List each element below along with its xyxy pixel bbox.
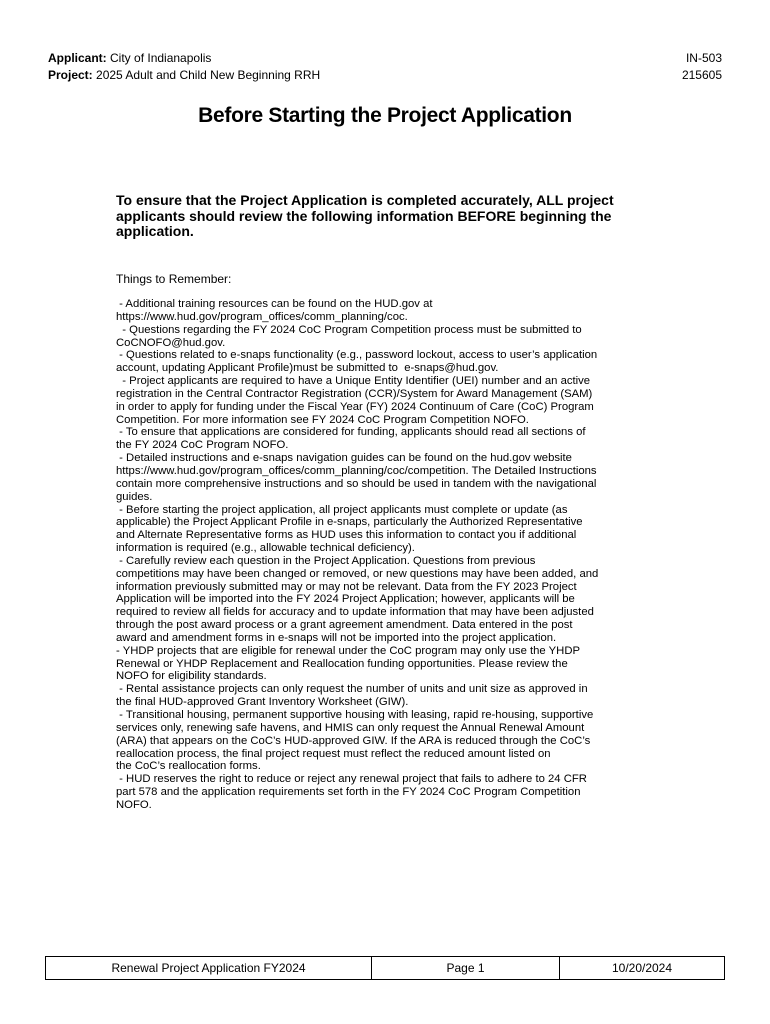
instruction-line: through the post award process or a grant agreement amendment. Data entered in the post (116, 619, 573, 632)
instruction-line: - Transitional housing, permanent supportive housing with leasing, rapid re-housing, supportive (116, 709, 594, 721)
applicant-label: Applicant: (48, 51, 107, 65)
instruction-line: Renewal or YHDP Replacement and Reallocation funding opportunities. Please review the (116, 657, 568, 670)
instruction-line: - To ensure that applications are considered for funding, applicants should read all sections of (116, 426, 586, 439)
footer-date: 10/20/2024 (611, 961, 673, 975)
instruction-line: information is required (e.g., allowable technical deficiency). (116, 542, 415, 555)
coc-code: IN-503 (685, 51, 722, 65)
instruction-line: and Alternate Representative forms as HUD uses this information to contact you if additional (116, 529, 577, 542)
instruction-line: applicable) the Project Applicant Profile in e-snaps, particularly the Authorized Representative (116, 516, 583, 529)
instruction-line: Application will be imported into the FY 2024 Project Application; however, applicants will be (116, 593, 575, 606)
instruction-line: the CoC’s reallocation forms. (116, 760, 261, 773)
things-heading: Things to Remember: (116, 272, 232, 286)
instruction-line: registration in the Central Contractor Registration (CCR)/System for Award Management (SAM) (116, 387, 593, 400)
instruction-line: guides. (116, 490, 153, 503)
instruction-line: NOFO for eligibility standards. (116, 670, 267, 683)
instruction-line: CoCNOFO@hud.gov. (116, 336, 226, 349)
instruction-line: the final HUD-approved Grant Inventory Worksheet (GIW). (116, 696, 409, 709)
instruction-line: - Rental assistance projects can only request the number of units and unit size as approved in (116, 683, 588, 696)
page-header (48, 50, 722, 84)
instruction-line: Competition. For more information see FY 2024 CoC Program Competition NOFO. (116, 413, 529, 426)
instruction-line: https://www.hud.gov/program_offices/comm_planning/coc/competition. The Detailed Instructions (116, 464, 597, 477)
header-row-project (48, 67, 722, 84)
instruction-line: services only, renewing safe havens, and HMIS can only request the Annual Renewal Amount (116, 721, 585, 734)
project-value: 2025 Adult and Child New Beginning RRH (96, 68, 321, 82)
instruction-line: - Before starting the project application, all project applicants must complete or update (as (116, 503, 568, 516)
header-row-applicant (48, 50, 722, 67)
instruction-line: reallocation process, the final project request must reflect the reduced amount listed on (116, 747, 551, 760)
instruction-line: - HUD reserves the right to reduce or reject any renewal project that fails to adhere to 24 CFR (116, 773, 587, 786)
instruction-line: (ARA) that appears on the CoC’s HUD-approved GIW. If the ARA is reduced through the CoC’s (116, 734, 591, 747)
instruction-line: contain more comprehensive instructions and so should be used in tandem with the navigational (116, 477, 597, 490)
instruction-line: - Additional training resources can be found on the HUD.gov at (116, 298, 433, 310)
applicant-line (48, 50, 211, 67)
instruction-line: information previously submitted may or may not be relevant. Data from the FY 2023 Project (116, 580, 577, 593)
instruction-line: - YHDP projects that are eligible for renewal under the CoC program may only use the YHDP (116, 644, 581, 657)
instruction-line: - Questions regarding the FY 2024 CoC Program Competition process must be submitted to (116, 323, 582, 336)
instruction-line: competitions may have been changed or removed, or new questions may have been added, and (116, 567, 599, 580)
footer-doc-name: Renewal Project Application FY2024 (46, 957, 372, 979)
instruction-line: award and amendment forms in e-snaps will not be imported into the project application. (116, 631, 557, 644)
page-footer (45, 956, 725, 980)
instruction-line: part 578 and the application requirements set forth in the FY 2024 CoC Program Competition (116, 786, 581, 799)
applicant-value: City of Indianapolis (110, 51, 212, 65)
instruction-line: in order to apply for funding under the Fiscal Year (FY) 2024 Continuum of Care (CoC) Program (116, 400, 594, 413)
instruction-line: - Carefully review each question in the Project Application. Questions from previous (116, 554, 536, 567)
footer-page-number: Page 1 (372, 957, 560, 979)
instruction-line: account, updating Applicant Profile)must be submitted to e-snaps@hud.gov. (116, 362, 499, 375)
instruction-line: - Project applicants are required to have a Unique Entity Identifier (UEI) number and an active (116, 375, 591, 388)
page-title: Before Starting the Project Application (198, 104, 572, 127)
project-number: 215605 (681, 68, 722, 82)
instruction-line: the FY 2024 CoC Program NOFO. (116, 439, 289, 452)
instruction-line: required to review all fields for accuracy and to update information that may have been adjusted (116, 606, 594, 619)
instruction-line: https://www.hud.gov/program_offices/comm_planning/coc. (116, 310, 408, 323)
instructions-body (116, 298, 661, 812)
instruction-line: NOFO. (116, 798, 152, 811)
instruction-line: - Detailed instructions and e-snaps navigation guides can be found on the hud.gov website (116, 452, 572, 465)
intro-notice: To ensure that the Project Application is completed accurately, ALL project applicants should review the following information BEFORE beginning the application. (116, 192, 614, 239)
project-line (48, 67, 320, 84)
instruction-line: - Questions related to e-snaps functionality (e.g., password lockout, access to user’s application (116, 349, 598, 362)
project-label: Project: (48, 68, 93, 82)
